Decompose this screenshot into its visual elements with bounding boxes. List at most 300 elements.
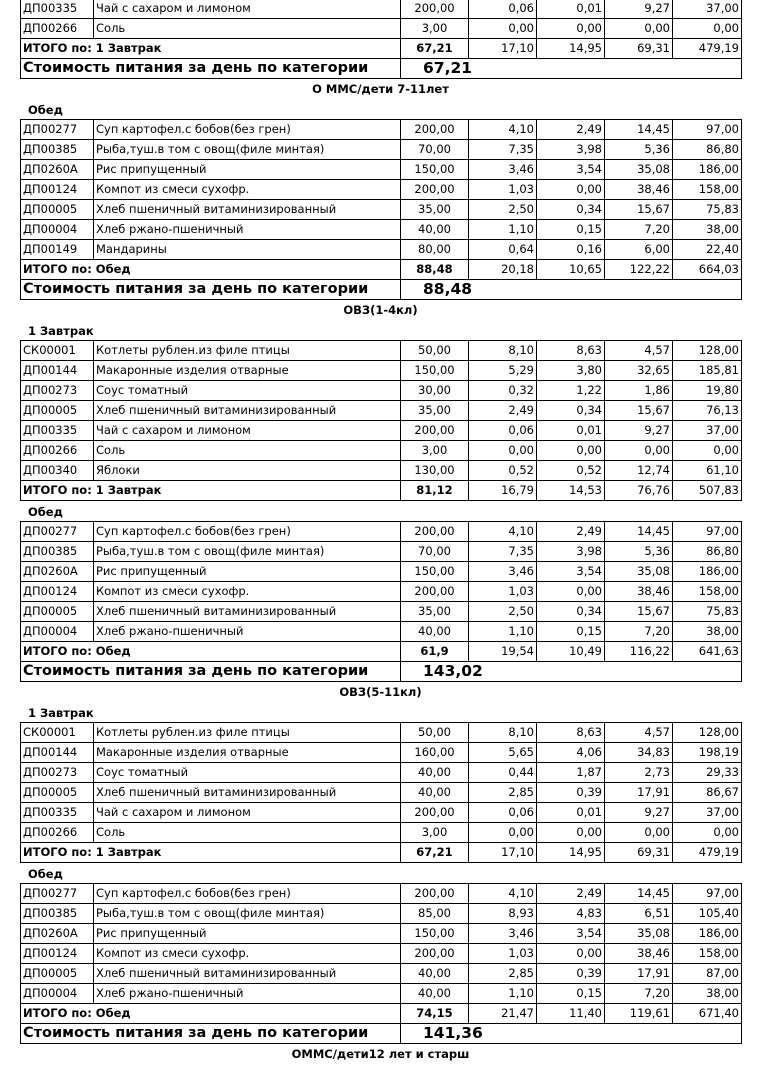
total-row [21,1004,742,1024]
item-quantity: 200,00 [401,522,469,542]
item-fat: 0,00 [537,582,605,602]
total-row [21,642,742,662]
item-fat: 0,00 [537,441,605,461]
total-fat: 11,40 [537,1004,605,1024]
item-name: Соль [94,441,401,461]
daily-cost-label: Стоимость питания за день по категории [21,59,401,79]
item-quantity: 150,00 [401,562,469,582]
meal-title: Обед [28,505,63,519]
item-name: Хлеб пшеничный витаминизированный [94,964,401,984]
table-row [21,924,742,944]
table-row [21,240,742,260]
item-fat: 0,16 [537,240,605,260]
item-carbs: 35,08 [605,160,673,180]
item-name: Суп картофел.с бобов(без грен) [94,884,401,904]
item-code: ДП00266 [21,19,94,39]
total-fat: 14,53 [537,481,605,501]
total-row [21,481,742,501]
item-code: ДП00004 [21,220,94,240]
item-name: Компот из смеси сухофр. [94,944,401,964]
item-calories: 38,00 [673,984,742,1004]
item-name: Макаронные изделия отварные [94,743,401,763]
category-title: О ММС/дети 7-11лет [312,82,449,96]
item-code: ДП00385 [21,542,94,562]
item-protein: 4,10 [469,522,537,542]
item-carbs: 15,67 [605,401,673,421]
item-carbs: 9,27 [605,803,673,823]
item-carbs: 6,51 [605,904,673,924]
item-carbs: 38,46 [605,180,673,200]
item-calories: 87,00 [673,964,742,984]
item-carbs: 6,00 [605,240,673,260]
item-protein: 2,85 [469,783,537,803]
daily-cost-label: Стоимость питания за день по категории [21,280,401,300]
item-protein: 0,00 [469,823,537,843]
daily-cost-label: Стоимость питания за день по категории [21,1024,401,1044]
item-protein: 7,35 [469,542,537,562]
item-name: Хлеб пшеничный витаминизированный [94,200,401,220]
item-calories: 29,33 [673,763,742,783]
item-name: Рис припущенный [94,160,401,180]
item-quantity: 70,00 [401,542,469,562]
item-code: ДП00335 [21,0,94,19]
item-name: Рыба,туш.в том с овощ(филе минтая) [94,140,401,160]
item-calories: 158,00 [673,944,742,964]
table-row [21,562,742,582]
item-protein: 8,10 [469,341,537,361]
item-quantity: 200,00 [401,180,469,200]
item-protein: 3,46 [469,562,537,582]
item-calories: 158,00 [673,180,742,200]
item-calories: 185,81 [673,361,742,381]
item-fat: 3,98 [537,140,605,160]
total-calories: 479,19 [673,843,742,863]
item-protein: 0,06 [469,0,537,19]
total-fat: 14,95 [537,39,605,59]
daily-cost-value: 67,21 [401,59,742,79]
table-row [21,984,742,1004]
item-quantity: 200,00 [401,803,469,823]
item-code: ДП00124 [21,944,94,964]
item-carbs: 7,20 [605,220,673,240]
item-calories: 37,00 [673,803,742,823]
item-code: ДП0260А [21,160,94,180]
table-row [21,160,742,180]
item-fat: 0,00 [537,180,605,200]
item-name: Котлеты рублен.из филе птицы [94,341,401,361]
item-fat: 3,54 [537,562,605,582]
item-calories: 75,83 [673,602,742,622]
item-carbs: 2,73 [605,763,673,783]
total-carbs: 122,22 [605,260,673,280]
item-quantity: 80,00 [401,240,469,260]
item-carbs: 35,08 [605,924,673,944]
item-fat: 0,34 [537,401,605,421]
item-calories: 0,00 [673,823,742,843]
total-calories: 641,63 [673,642,742,662]
item-calories: 97,00 [673,120,742,140]
item-code: ДП00277 [21,120,94,140]
item-carbs: 15,67 [605,602,673,622]
item-calories: 186,00 [673,562,742,582]
item-fat: 0,01 [537,421,605,441]
item-name: Суп картофел.с бобов(без грен) [94,522,401,542]
total-fat: 10,65 [537,260,605,280]
item-calories: 186,00 [673,160,742,180]
item-protein: 3,46 [469,924,537,944]
total-calories: 671,40 [673,1004,742,1024]
meal-table [20,883,742,1044]
item-protein: 1,03 [469,944,537,964]
item-calories: 128,00 [673,723,742,743]
item-code: ДП0260А [21,924,94,944]
item-fat: 4,83 [537,904,605,924]
item-calories: 22,40 [673,240,742,260]
item-fat: 3,98 [537,542,605,562]
table-row [21,904,742,924]
item-quantity: 40,00 [401,220,469,240]
item-fat: 1,87 [537,763,605,783]
item-protein: 0,06 [469,803,537,823]
item-carbs: 0,00 [605,823,673,843]
table-row [21,461,742,481]
item-calories: 186,00 [673,924,742,944]
item-name: Мандарины [94,240,401,260]
total-cost: 61,9 [401,642,469,662]
item-quantity: 50,00 [401,723,469,743]
daily-cost-row [21,1024,742,1044]
item-carbs: 9,27 [605,0,673,19]
item-quantity: 200,00 [401,884,469,904]
item-calories: 0,00 [673,441,742,461]
item-calories: 86,80 [673,140,742,160]
total-row [21,843,742,863]
table-row [21,220,742,240]
item-fat: 0,39 [537,964,605,984]
item-calories: 38,00 [673,220,742,240]
item-carbs: 5,36 [605,542,673,562]
item-name: Рыба,туш.в том с овощ(филе минтая) [94,904,401,924]
table-row [21,884,742,904]
item-calories: 97,00 [673,884,742,904]
item-fat: 3,54 [537,160,605,180]
total-cost: 67,21 [401,843,469,863]
item-code: ДП00277 [21,884,94,904]
item-quantity: 40,00 [401,622,469,642]
item-code: ДП00266 [21,823,94,843]
item-name: Соус томатный [94,763,401,783]
total-carbs: 69,31 [605,843,673,863]
item-name: Компот из смеси сухофр. [94,180,401,200]
item-name: Рис припущенный [94,562,401,582]
item-name: Макаронные изделия отварные [94,361,401,381]
item-name: Хлеб ржано-пшеничный [94,622,401,642]
item-fat: 1,22 [537,381,605,401]
table-row [21,944,742,964]
item-code: ДП00124 [21,180,94,200]
item-fat: 3,54 [537,924,605,944]
item-quantity: 40,00 [401,783,469,803]
total-calories: 507,83 [673,481,742,501]
item-fat: 0,15 [537,984,605,1004]
total-carbs: 76,76 [605,481,673,501]
item-carbs: 38,46 [605,944,673,964]
total-label: ИТОГО по: Обед [21,642,401,662]
table-row [21,542,742,562]
item-code: ДП0260А [21,562,94,582]
item-carbs: 17,91 [605,783,673,803]
daily-cost-value: 141,36 [401,1024,742,1044]
item-calories: 158,00 [673,582,742,602]
total-calories: 479,19 [673,39,742,59]
table-row [21,180,742,200]
item-calories: 61,10 [673,461,742,481]
item-code: ДП00335 [21,421,94,441]
total-protein: 19,54 [469,642,537,662]
item-name: Яблоки [94,461,401,481]
item-code: ДП00005 [21,401,94,421]
item-quantity: 40,00 [401,984,469,1004]
item-name: Хлеб пшеничный витаминизированный [94,783,401,803]
item-protein: 1,03 [469,582,537,602]
item-code: ДП00273 [21,381,94,401]
item-carbs: 14,45 [605,120,673,140]
item-quantity: 200,00 [401,582,469,602]
total-label: ИТОГО по: Обед [21,260,401,280]
item-name: Котлеты рублен.из филе птицы [94,723,401,743]
item-protein: 0,44 [469,763,537,783]
item-code: ДП00144 [21,743,94,763]
item-protein: 2,50 [469,200,537,220]
total-label: ИТОГО по: 1 Завтрак [21,843,401,863]
item-code: ДП00335 [21,803,94,823]
item-carbs: 4,57 [605,341,673,361]
item-name: Хлеб ржано-пшеничный [94,984,401,1004]
table-row [21,140,742,160]
item-fat: 2,49 [537,522,605,542]
item-carbs: 14,45 [605,522,673,542]
item-fat: 0,34 [537,200,605,220]
item-fat: 0,39 [537,783,605,803]
item-code: ДП00149 [21,240,94,260]
total-fat: 10,49 [537,642,605,662]
item-carbs: 7,20 [605,984,673,1004]
item-calories: 0,00 [673,19,742,39]
meal-table [20,0,742,79]
item-code: ДП00273 [21,763,94,783]
item-protein: 0,64 [469,240,537,260]
item-code: СК00001 [21,341,94,361]
item-protein: 4,10 [469,884,537,904]
table-row [21,823,742,843]
meal-title: 1 Завтрак [28,324,94,338]
total-fat: 14,95 [537,843,605,863]
item-carbs: 9,27 [605,421,673,441]
total-cost: 81,12 [401,481,469,501]
meal-table [20,722,742,863]
item-code: СК00001 [21,723,94,743]
total-cost: 67,21 [401,39,469,59]
item-code: ДП00005 [21,200,94,220]
item-quantity: 35,00 [401,602,469,622]
item-protein: 1,10 [469,622,537,642]
table-row [21,522,742,542]
table-row [21,622,742,642]
item-carbs: 12,74 [605,461,673,481]
daily-cost-row [21,662,742,682]
category-title: ОММС/дети12 лет и старш [291,1047,470,1061]
item-fat: 3,80 [537,361,605,381]
meal-title: 1 Завтрак [28,706,94,720]
daily-cost-row [21,280,742,300]
total-protein: 20,18 [469,260,537,280]
item-code: ДП00385 [21,140,94,160]
item-protein: 0,06 [469,421,537,441]
item-fat: 0,00 [537,823,605,843]
item-name: Чай с сахаром и лимоном [94,0,401,19]
item-name: Чай с сахаром и лимоном [94,803,401,823]
item-quantity: 200,00 [401,421,469,441]
meal-table [20,340,742,501]
item-protein: 8,10 [469,723,537,743]
table-row [21,421,742,441]
item-protein: 0,32 [469,381,537,401]
item-quantity: 150,00 [401,924,469,944]
item-name: Хлеб пшеничный витаминизированный [94,401,401,421]
item-calories: 105,40 [673,904,742,924]
item-calories: 38,00 [673,622,742,642]
item-calories: 86,80 [673,542,742,562]
item-calories: 128,00 [673,341,742,361]
item-carbs: 4,57 [605,723,673,743]
item-name: Соус томатный [94,381,401,401]
item-carbs: 17,91 [605,964,673,984]
item-quantity: 200,00 [401,944,469,964]
item-name: Соль [94,19,401,39]
table-row [21,200,742,220]
item-quantity: 35,00 [401,401,469,421]
table-row [21,0,742,19]
total-row [21,260,742,280]
menu-report [20,0,741,1064]
table-row [21,723,742,743]
item-protein: 7,35 [469,140,537,160]
item-protein: 5,65 [469,743,537,763]
item-protein: 1,10 [469,220,537,240]
item-calories: 75,83 [673,200,742,220]
table-row [21,743,742,763]
item-fat: 0,01 [537,803,605,823]
total-label: ИТОГО по: 1 Завтрак [21,481,401,501]
daily-cost-row [21,59,742,79]
total-protein: 21,47 [469,1004,537,1024]
item-calories: 97,00 [673,522,742,542]
item-carbs: 14,45 [605,884,673,904]
item-protein: 4,10 [469,120,537,140]
item-protein: 0,00 [469,19,537,39]
item-code: ДП00340 [21,461,94,481]
item-carbs: 7,20 [605,622,673,642]
item-fat: 8,63 [537,723,605,743]
item-fat: 8,63 [537,341,605,361]
item-code: ДП00144 [21,361,94,381]
total-row [21,39,742,59]
item-name: Рис припущенный [94,924,401,944]
total-protein: 17,10 [469,39,537,59]
item-calories: 86,67 [673,783,742,803]
item-quantity: 40,00 [401,964,469,984]
item-fat: 0,15 [537,622,605,642]
item-quantity: 3,00 [401,823,469,843]
category-title: ОВЗ(1-4кл) [343,303,418,317]
item-carbs: 0,00 [605,19,673,39]
item-quantity: 200,00 [401,0,469,19]
item-protein: 2,49 [469,401,537,421]
item-name: Хлеб пшеничный витаминизированный [94,602,401,622]
item-protein: 3,46 [469,160,537,180]
table-row [21,120,742,140]
table-row [21,783,742,803]
total-protein: 17,10 [469,843,537,863]
item-fat: 0,52 [537,461,605,481]
total-label: ИТОГО по: Обед [21,1004,401,1024]
item-name: Чай с сахаром и лимоном [94,421,401,441]
item-calories: 37,00 [673,0,742,19]
item-name: Хлеб ржано-пшеничный [94,220,401,240]
item-code: ДП00124 [21,582,94,602]
table-row [21,441,742,461]
item-calories: 37,00 [673,421,742,441]
item-code: ДП00004 [21,622,94,642]
item-protein: 0,00 [469,441,537,461]
table-row [21,803,742,823]
total-carbs: 119,61 [605,1004,673,1024]
item-name: Соль [94,823,401,843]
item-protein: 0,52 [469,461,537,481]
table-row [21,19,742,39]
table-row [21,582,742,602]
item-code: ДП00385 [21,904,94,924]
table-row [21,763,742,783]
item-name: Компот из смеси сухофр. [94,582,401,602]
item-carbs: 15,67 [605,200,673,220]
table-row [21,602,742,622]
item-quantity: 150,00 [401,160,469,180]
item-name: Суп картофел.с бобов(без грен) [94,120,401,140]
daily-cost-value: 143,02 [401,662,742,682]
item-quantity: 130,00 [401,461,469,481]
item-protein: 1,10 [469,984,537,1004]
item-code: ДП00005 [21,783,94,803]
item-code: ДП00005 [21,964,94,984]
meal-title: Обед [28,103,63,117]
total-label: ИТОГО по: 1 Завтрак [21,39,401,59]
table-row [21,341,742,361]
item-quantity: 40,00 [401,763,469,783]
item-protein: 5,29 [469,361,537,381]
item-name: Рыба,туш.в том с овощ(филе минтая) [94,542,401,562]
item-carbs: 35,08 [605,562,673,582]
item-fat: 2,49 [537,120,605,140]
item-carbs: 32,65 [605,361,673,381]
item-fat: 0,00 [537,944,605,964]
item-calories: 19,80 [673,381,742,401]
item-code: ДП00277 [21,522,94,542]
item-protein: 8,93 [469,904,537,924]
item-code: ДП00266 [21,441,94,461]
item-fat: 4,06 [537,743,605,763]
item-quantity: 3,00 [401,441,469,461]
